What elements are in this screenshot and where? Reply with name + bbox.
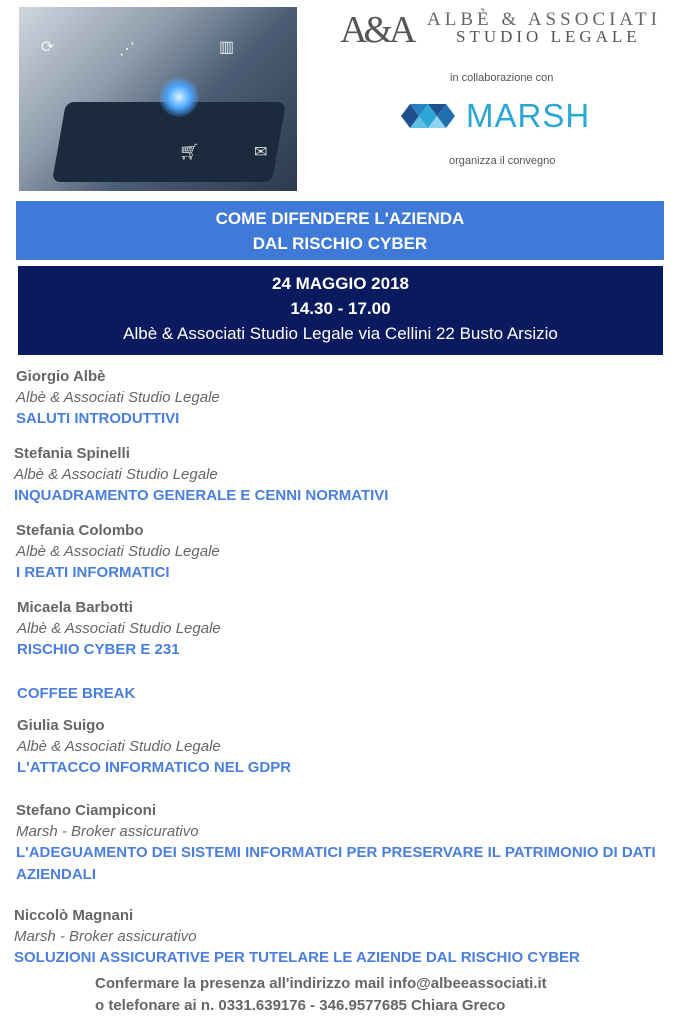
program-item [16, 802, 666, 886]
refresh-icon: ⟳ [41, 39, 55, 56]
mail-icon: ✉ [254, 144, 268, 161]
talk-topic: RISCHIO CYBER E 231 [17, 641, 180, 658]
speaker-name: Niccolò Magnani [14, 907, 134, 924]
program-item [14, 445, 388, 507]
title-line-2: DAL RISCHIO CYBER [252, 234, 428, 253]
speaker-name: Giulia Suigo [17, 717, 105, 734]
chart-icon: ⋰ [119, 41, 135, 58]
speaker-name: Micaela Barbotti [17, 599, 133, 616]
speaker-name: Stefania Spinelli [14, 445, 130, 462]
coffee-break: COFFEE BREAK [17, 685, 136, 702]
event-location: Albè & Associati Studio Legale via Cellini 22 Busto Arsizio [123, 324, 558, 343]
talk-topic: L'ADEGUAMENTO DEI SISTEMI INFORMATICI PER PRESERVARE IL PATRIMONIO DI DATI AZIENDALI [16, 844, 656, 883]
speaker-affiliation: Marsh - Broker assicurativo [14, 928, 197, 945]
logo-monogram: A&A [340, 9, 413, 51]
rsvp-phone-line: o telefonare ai n. 0331.639176 - 346.9577685 Chiara Greco [95, 997, 506, 1014]
speaker-affiliation: Albè & Associati Studio Legale [14, 466, 218, 483]
program-item [16, 368, 220, 430]
event-title-banner [16, 201, 664, 260]
speaker-affiliation: Marsh - Broker assicurativo [16, 823, 199, 840]
talk-topic: L'ATTACCO INFORMATICO NEL GDPR [17, 759, 292, 776]
speaker-name: Stefano Ciampiconi [16, 802, 157, 819]
program-item [17, 717, 291, 779]
event-details-banner [18, 266, 663, 355]
marsh-logo-icon [401, 100, 455, 132]
speaker-affiliation: Albè & Associati Studio Legale [16, 389, 220, 406]
talk-topic: I REATI INFORMATICI [16, 564, 170, 581]
speaker-affiliation: Albè & Associati Studio Legale [17, 738, 221, 755]
cart-icon: 🛒︎ [179, 144, 200, 161]
speaker-name: Stefania Colombo [16, 522, 144, 539]
event-time: 14.30 - 17.00 [290, 299, 391, 318]
program-item [14, 907, 684, 969]
speaker-name: Giorgio Albè [16, 368, 106, 385]
lock-glow-icon [159, 77, 199, 117]
logo-firm-name: ALBÈ & ASSOCIATI [427, 9, 661, 30]
rsvp-email-line: Confermare la presenza all'indirizzo mail info@albeeassociati.it [95, 975, 547, 992]
partner-logo-text: MARSH [466, 97, 591, 134]
program-item [17, 599, 221, 661]
event-date: 24 MAGGIO 2018 [271, 274, 409, 293]
speaker-affiliation: Albè & Associati Studio Legale [17, 620, 221, 637]
talk-topic: SALUTI INTRODUTTIVI [16, 410, 180, 427]
program-item [16, 522, 220, 584]
talk-topic: SOLUZIONI ASSICURATIVE PER TUTELARE LE AZIENDE DAL RISCHIO CYBER [14, 949, 580, 966]
talk-topic: INQUADRAMENTO GENERALE E CENNI NORMATIVI [14, 487, 389, 504]
cyber-security-hero-image [19, 7, 297, 191]
speaker-affiliation: Albè & Associati Studio Legale [16, 543, 220, 560]
bar-chart-icon: ▥ [219, 39, 235, 56]
organizes-text: organizza il convegno [449, 155, 556, 167]
title-line-1: COME DIFENDERE L'AZIENDA [215, 209, 465, 228]
logo-firm-subtitle: STUDIO LEGALE [456, 27, 641, 46]
collab-text: in collaborazione con [450, 72, 554, 84]
